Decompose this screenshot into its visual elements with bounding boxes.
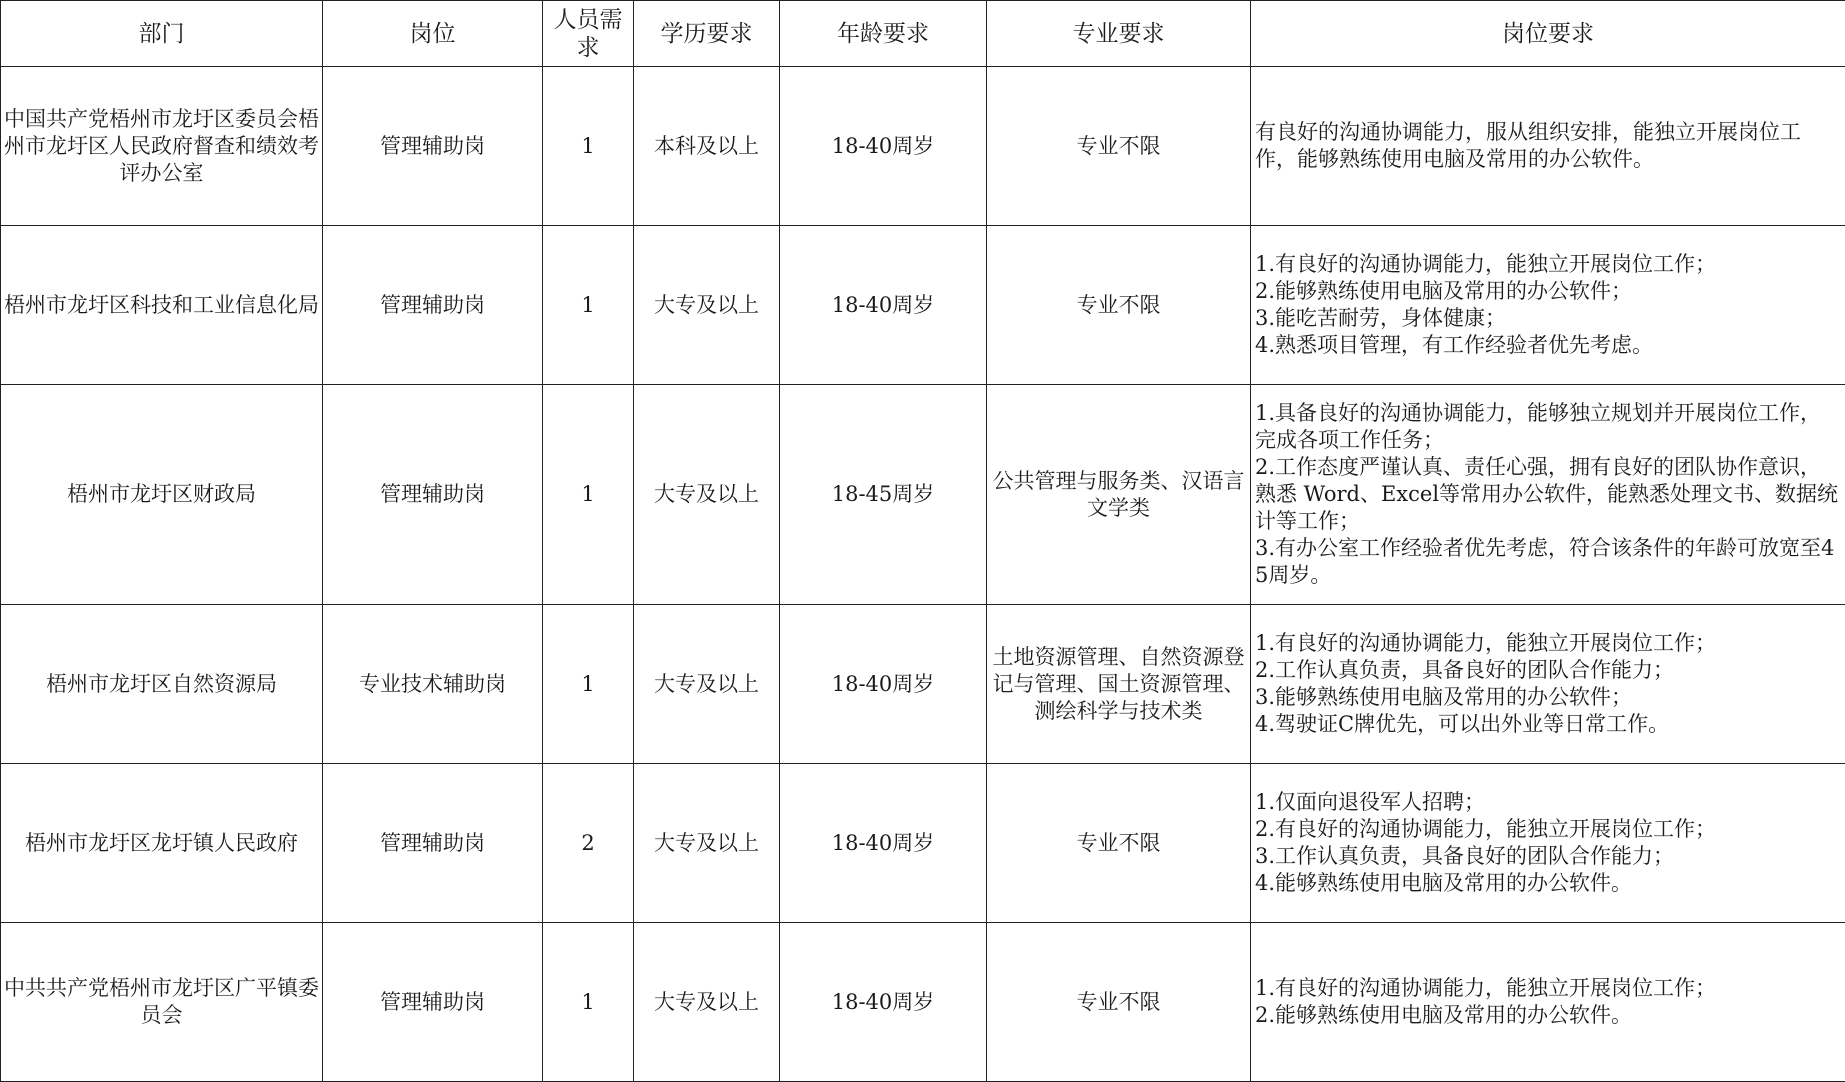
department-cell: 中共共产党梧州市龙圩区广平镇委员会 [1, 923, 323, 1082]
education-cell: 大专及以上 [634, 923, 780, 1082]
age-cell: 18-40周岁 [780, 764, 987, 923]
table-row [1, 923, 1845, 1082]
header-count: 人员需求 [543, 1, 634, 67]
education-cell: 本科及以上 [634, 67, 780, 226]
department-cell: 梧州市龙圩区财政局 [1, 385, 323, 605]
requirements-cell: 1.有良好的沟通协调能力，能独立开展岗位工作； 2.能够熟练使用电脑及常用的办公软件。 [1251, 923, 1845, 1082]
header-major: 专业要求 [987, 1, 1251, 67]
header-row [1, 1, 1845, 67]
age-cell: 18-40周岁 [780, 605, 987, 764]
count-cell: 1 [543, 226, 634, 385]
major-cell: 专业不限 [987, 67, 1251, 226]
age-cell: 18-45周岁 [780, 385, 987, 605]
education-cell: 大专及以上 [634, 605, 780, 764]
position-cell: 管理辅助岗 [323, 923, 543, 1082]
table-row [1, 764, 1845, 923]
position-cell: 管理辅助岗 [323, 385, 543, 605]
table-row [1, 226, 1845, 385]
major-cell: 专业不限 [987, 923, 1251, 1082]
education-cell: 大专及以上 [634, 385, 780, 605]
requirements-cell: 1.有良好的沟通协调能力，能独立开展岗位工作； 2.能够熟练使用电脑及常用的办公软件； 3.能吃苦耐劳，身体健康； 4.熟悉项目管理，有工作经验者优先考虑。 [1251, 226, 1845, 385]
department-cell: 中国共产党梧州市龙圩区委员会梧州市龙圩区人民政府督查和绩效考评办公室 [1, 67, 323, 226]
major-cell: 公共管理与服务类、汉语言文学类 [987, 385, 1251, 605]
position-cell: 管理辅助岗 [323, 226, 543, 385]
count-cell: 1 [543, 385, 634, 605]
requirements-cell: 1.仅面向退役军人招聘； 2.有良好的沟通协调能力，能独立开展岗位工作； 3.工作认真负责，具备良好的团队合作能力； 4.能够熟练使用电脑及常用的办公软件。 [1251, 764, 1845, 923]
header-education: 学历要求 [634, 1, 780, 67]
position-cell: 专业技术辅助岗 [323, 605, 543, 764]
table-row [1, 605, 1845, 764]
requirements-cell: 1.具备良好的沟通协调能力，能够独立规划并开展岗位工作，完成各项工作任务； 2.工作态度严谨认真、责任心强，拥有良好的团队协作意识，熟悉 Word、Excel等常用办公软件，能熟悉处理文书、数据统计等工作； 3.有办公室工作经验者优先考虑，符合该条件的年龄可放宽至45周岁。 [1251, 385, 1845, 605]
major-cell: 土地资源管理、自然资源登记与管理、国土资源管理、测绘科学与技术类 [987, 605, 1251, 764]
count-cell: 1 [543, 605, 634, 764]
department-cell: 梧州市龙圩区龙圩镇人民政府 [1, 764, 323, 923]
position-cell: 管理辅助岗 [323, 67, 543, 226]
education-cell: 大专及以上 [634, 764, 780, 923]
department-cell: 梧州市龙圩区科技和工业信息化局 [1, 226, 323, 385]
count-cell: 1 [543, 923, 634, 1082]
count-cell: 2 [543, 764, 634, 923]
count-cell: 1 [543, 67, 634, 226]
header-age: 年龄要求 [780, 1, 987, 67]
department-cell: 梧州市龙圩区自然资源局 [1, 605, 323, 764]
table-row [1, 385, 1845, 605]
age-cell: 18-40周岁 [780, 226, 987, 385]
requirements-cell: 1.有良好的沟通协调能力，能独立开展岗位工作； 2.工作认真负责，具备良好的团队合作能力； 3.能够熟练使用电脑及常用的办公软件； 4.驾驶证C牌优先，可以出外业等日常工作。 [1251, 605, 1845, 764]
age-cell: 18-40周岁 [780, 67, 987, 226]
age-cell: 18-40周岁 [780, 923, 987, 1082]
major-cell: 专业不限 [987, 764, 1251, 923]
header-requirements: 岗位要求 [1251, 1, 1845, 67]
requirements-cell: 有良好的沟通协调能力，服从组织安排，能独立开展岗位工作，能够熟练使用电脑及常用的办公软件。 [1251, 67, 1845, 226]
education-cell: 大专及以上 [634, 226, 780, 385]
header-department: 部门 [1, 1, 323, 67]
major-cell: 专业不限 [987, 226, 1251, 385]
table-row [1, 67, 1845, 226]
header-position: 岗位 [323, 1, 543, 67]
position-cell: 管理辅助岗 [323, 764, 543, 923]
